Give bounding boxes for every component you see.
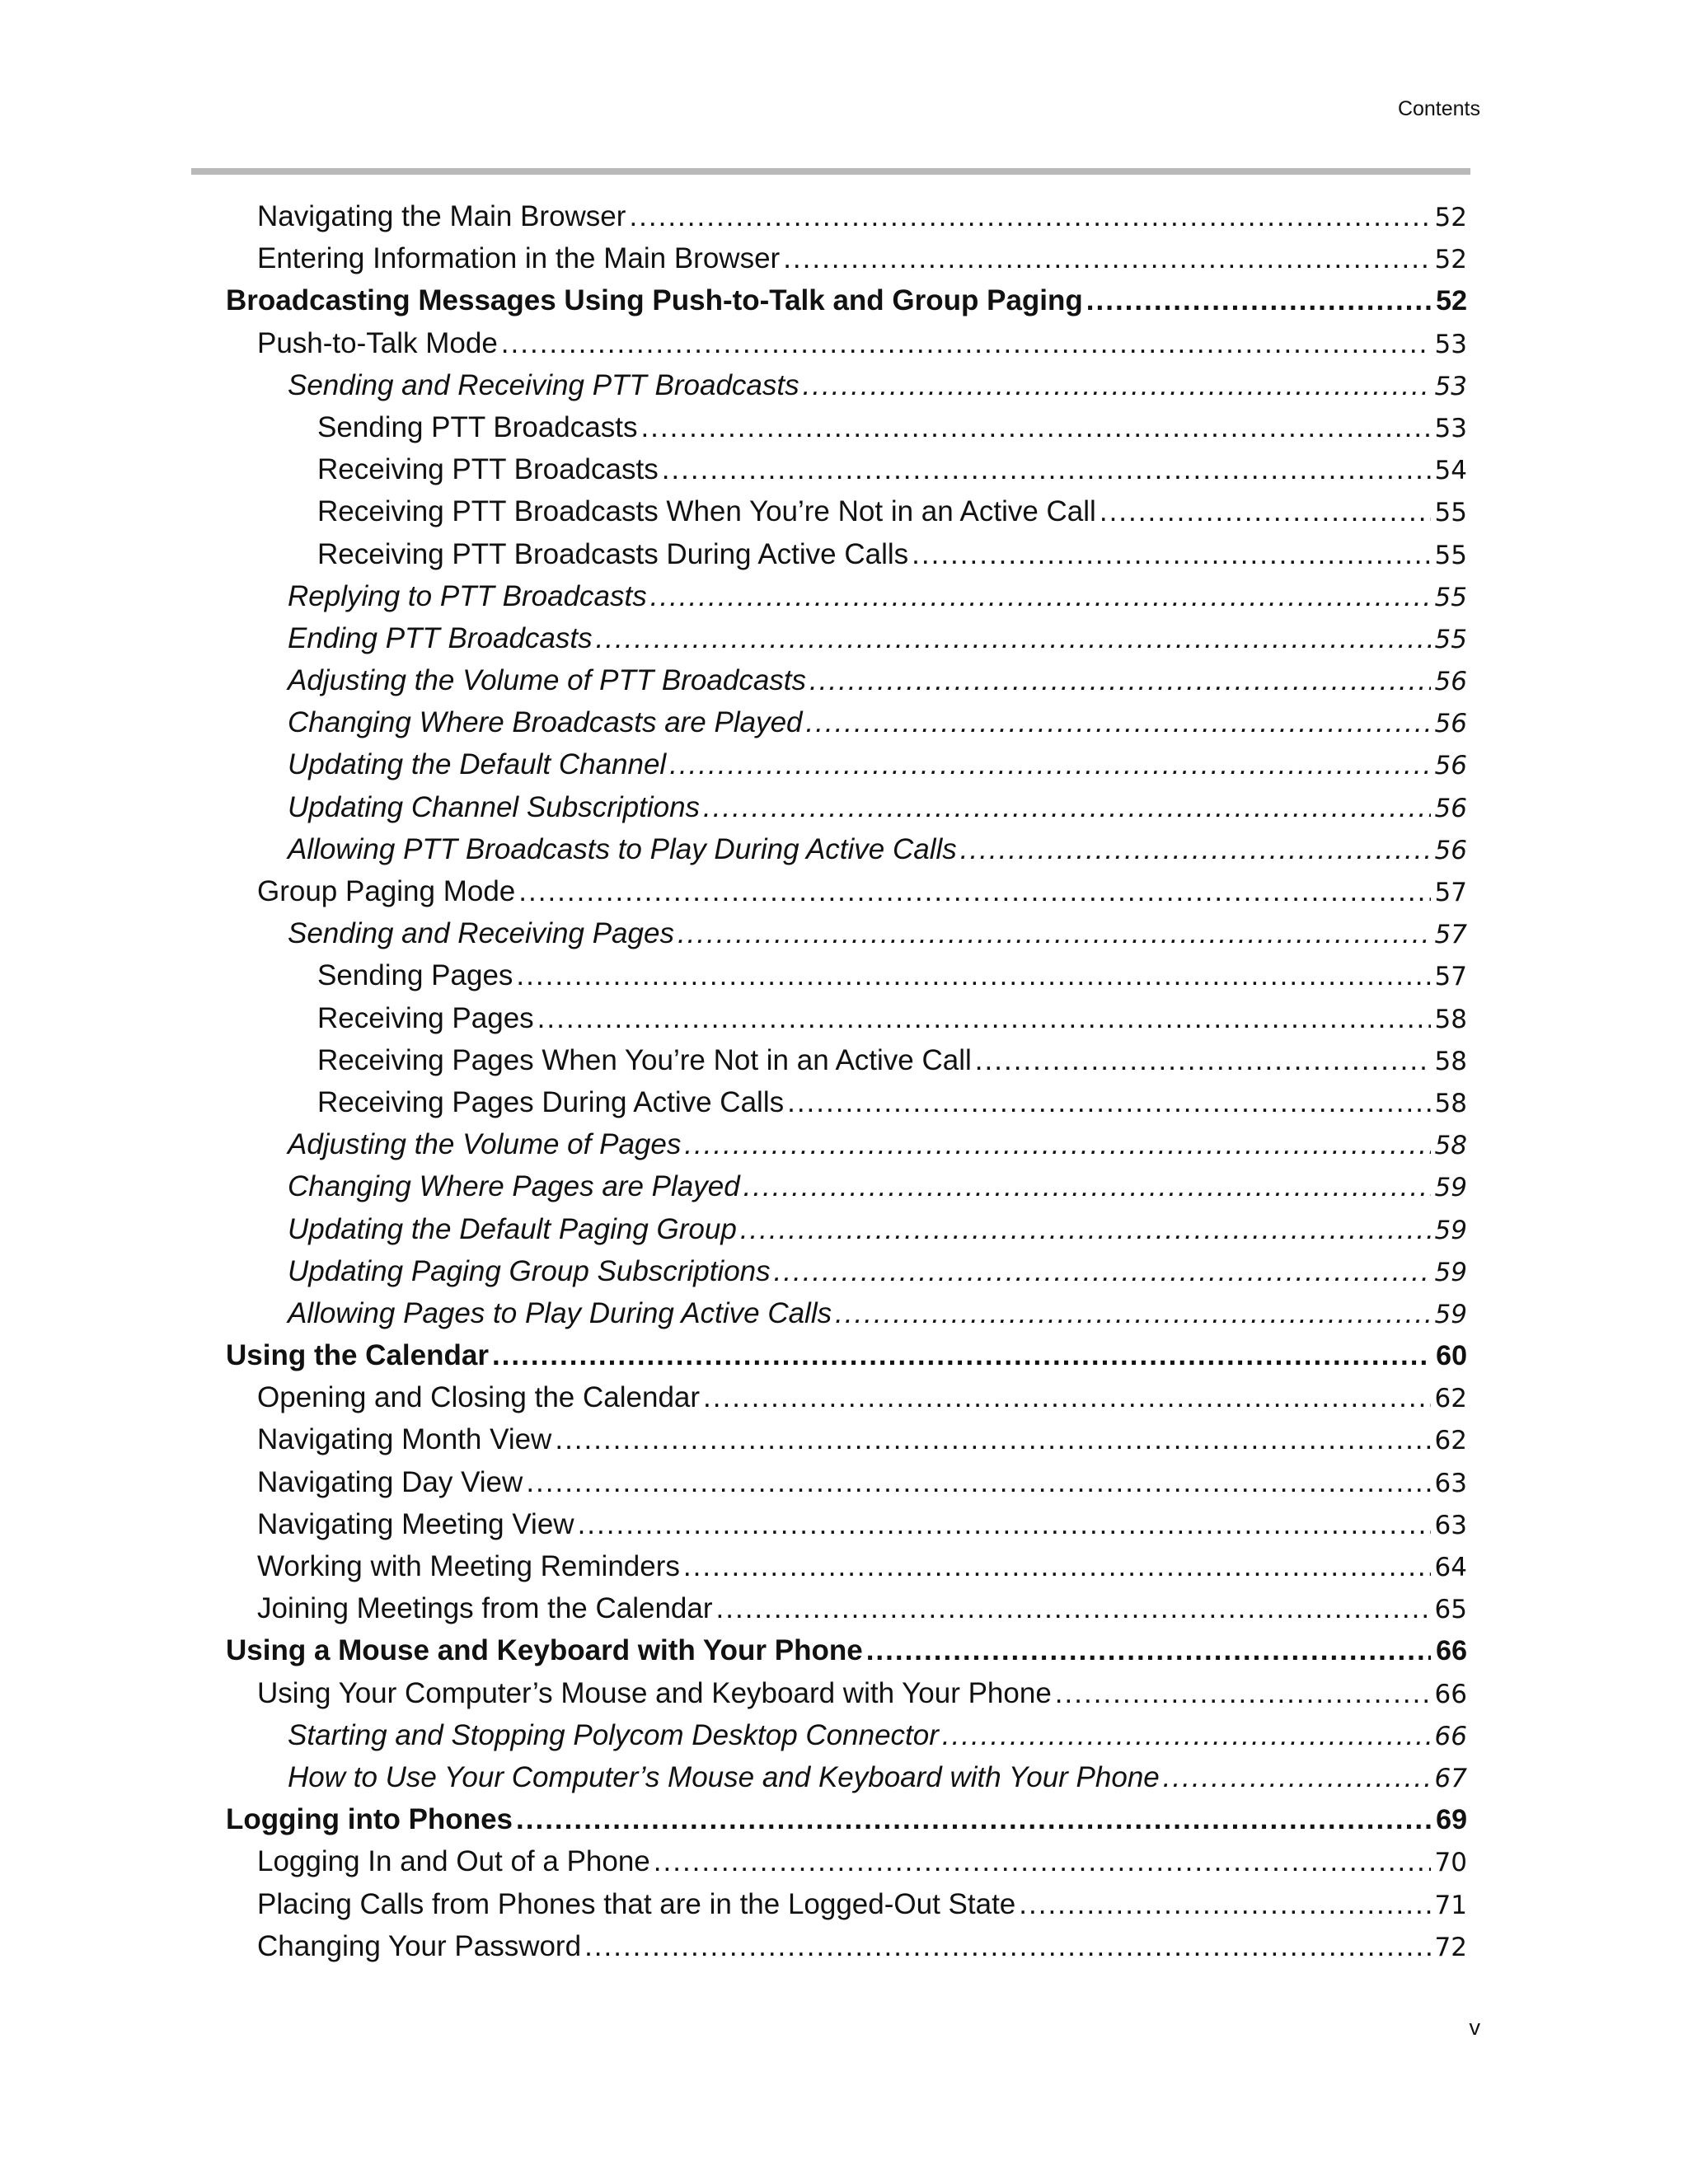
toc-entry-title: Broadcasting Messages Using Push-to-Talk and Group Paging [226,284,1083,317]
dot-leader [803,364,1431,406]
toc-entry-page: 56 [1434,793,1467,823]
toc-entry-page: 58 [1434,1131,1467,1161]
toc-entry-page: 64 [1434,1553,1467,1582]
toc-entry[interactable] [226,1798,1467,1840]
toc-entry-title: Receiving PTT Broadcasts [317,453,659,486]
dot-leader [684,1123,1431,1165]
toc-entry-page: 59 [1434,1299,1467,1329]
toc-entry-title: Adjusting the Volume of PTT Broadcasts [288,664,807,697]
toc-entry[interactable] [226,828,1467,870]
toc-entry[interactable] [226,533,1467,575]
toc-entry-title: Working with Meeting Reminders [257,1550,680,1582]
toc-entry-page: 57 [1434,920,1467,950]
dot-leader [703,1376,1431,1418]
toc-entry-title: Logging In and Out of a Phone [257,1845,650,1878]
toc-entry-title: Receiving Pages During Active Calls [317,1085,785,1118]
toc-entry-title: Updating the Default Channel [288,748,667,781]
toc-entry-title: Updating Channel Subscriptions [288,790,701,823]
toc-entry[interactable] [226,743,1467,785]
toc-entry[interactable] [226,406,1467,448]
toc-entry-page: 58 [1434,1004,1467,1034]
dot-leader [683,1545,1431,1587]
toc-entry-title: Opening and Closing the Calendar [257,1381,701,1414]
dot-leader [501,322,1431,364]
toc-entry-title: Ending PTT Broadcasts [288,621,593,654]
toc-entry[interactable] [226,659,1467,701]
toc-entry[interactable] [226,1165,1467,1207]
running-header: Contents [1397,97,1480,120]
toc-entry[interactable] [226,1250,1467,1292]
toc-entry-page: 53 [1434,413,1467,443]
toc-entry[interactable] [226,1840,1467,1882]
toc-entry[interactable] [226,1503,1467,1545]
toc-entry-title: Updating the Default Paging Group [288,1212,737,1245]
toc-entry-page: 56 [1434,709,1467,739]
toc-entry-title: Starting and Stopping Polycom Desktop Connector [288,1718,939,1751]
toc-entry-page: 53 [1434,329,1467,359]
toc-entry-title: Push-to-Talk Mode [257,326,498,359]
dot-leader [866,1629,1431,1671]
dot-leader [703,786,1431,828]
toc-entry-title: Changing Where Broadcasts are Played [288,706,803,739]
toc-entry[interactable] [226,364,1467,406]
table-of-contents [226,195,1467,1967]
dot-leader [835,1292,1431,1334]
toc-entry[interactable] [226,1587,1467,1629]
toc-entry[interactable] [226,1461,1467,1503]
toc-entry-title: Changing Where Pages are Played [288,1170,740,1203]
toc-entry[interactable] [226,575,1467,617]
dot-leader [526,1461,1431,1503]
dot-leader [1163,1756,1431,1798]
toc-entry[interactable] [226,912,1467,954]
toc-entry-page: 57 [1434,878,1467,907]
toc-entry[interactable] [226,1545,1467,1587]
toc-entry[interactable] [226,1292,1467,1334]
toc-entry[interactable] [226,1756,1467,1798]
toc-entry[interactable] [226,448,1467,490]
toc-entry-title: Sending Pages [317,959,513,992]
dot-leader [584,1925,1431,1967]
toc-entry-page: 58 [1434,1046,1467,1076]
toc-entry-page: 56 [1434,835,1467,865]
dot-leader [518,870,1431,912]
toc-entry-page: 71 [1434,1890,1467,1920]
toc-entry-title: Allowing PTT Broadcasts to Play During Active Calls [288,832,957,865]
toc-entry-page: 59 [1434,1215,1467,1245]
dot-leader [662,448,1431,490]
toc-entry-title: Navigating Meeting View [257,1507,574,1540]
toc-entry-page: 52 [1436,285,1467,317]
toc-entry-title: Sending and Receiving Pages [288,917,674,950]
toc-entry-page: 52 [1434,203,1467,232]
toc-entry[interactable] [226,279,1467,321]
toc-entry-page: 56 [1434,751,1467,781]
toc-entry-title: Replying to PTT Broadcasts [288,579,647,612]
toc-entry-page: 66 [1434,1679,1467,1709]
toc-entry-page: 58 [1434,1088,1467,1118]
toc-entry-title: Navigating Month View [257,1423,552,1456]
toc-entry-title: Using Your Computer’s Mouse and Keyboard with Your Phone [257,1676,1052,1709]
toc-entry-page: 55 [1434,582,1467,612]
dot-leader [1100,490,1431,532]
toc-entry[interactable] [226,1081,1467,1123]
dot-leader [740,1208,1431,1250]
dot-leader [669,743,1431,785]
toc-entry[interactable] [226,1376,1467,1418]
dot-leader [743,1165,1431,1207]
dot-leader [516,954,1431,996]
toc-entry-page: 59 [1434,1257,1467,1287]
toc-entry[interactable] [226,1334,1467,1376]
toc-entry-page: 66 [1434,1721,1467,1751]
dot-leader [809,659,1431,701]
dot-leader [578,1503,1431,1545]
toc-entry[interactable] [226,954,1467,996]
toc-entry-page: 67 [1434,1763,1467,1793]
header-rule [191,168,1470,175]
toc-entry-title: Adjusting the Volume of Pages [288,1128,682,1161]
toc-entry[interactable] [226,1672,1467,1714]
toc-entry-title: Sending and Receiving PTT Broadcasts [288,368,799,401]
dot-leader [516,1798,1431,1840]
toc-entry-page: 52 [1434,245,1467,275]
dot-leader [678,912,1431,954]
toc-entry[interactable] [226,1123,1467,1165]
toc-entry[interactable] [226,1925,1467,1967]
toc-entry-page: 62 [1434,1384,1467,1414]
toc-entry-page: 63 [1434,1510,1467,1540]
toc-entry-page: 55 [1434,540,1467,570]
dot-leader [640,406,1431,448]
dot-leader [960,828,1431,870]
dot-leader [1055,1672,1431,1714]
dot-leader [629,195,1431,237]
toc-entry[interactable] [226,1629,1467,1671]
dot-leader [654,1840,1431,1882]
toc-entry[interactable] [226,490,1467,532]
toc-entry-page: 66 [1436,1635,1467,1667]
toc-entry-title: Joining Meetings from the Calendar [257,1592,713,1625]
dot-leader [912,533,1431,575]
toc-entry-page: 63 [1434,1468,1467,1498]
toc-entry[interactable] [226,1883,1467,1925]
dot-leader [1086,279,1431,321]
dot-leader [537,997,1431,1039]
toc-entry[interactable] [226,1208,1467,1250]
dot-leader [806,701,1431,743]
dot-leader [492,1334,1431,1376]
toc-entry-title: Navigating the Main Browser [257,200,626,232]
toc-entry-title: How to Use Your Computer’s Mouse and Keyboard with Your Phone [288,1760,1160,1793]
toc-entry-title: Receiving Pages When You’re Not in an Active Call [317,1043,972,1076]
toc-entry[interactable] [226,870,1467,912]
dot-leader [650,575,1431,617]
dot-leader [774,1250,1431,1292]
toc-entry-title: Group Paging Mode [257,875,516,907]
toc-entry-title: Sending PTT Broadcasts [317,410,638,443]
toc-entry[interactable] [226,1714,1467,1756]
toc-entry-title: Changing Your Password [257,1929,582,1962]
toc-entry-title: Using the Calendar [226,1339,489,1372]
toc-entry-page: 72 [1434,1932,1467,1962]
toc-entry-title: Updating Paging Group Subscriptions [288,1254,771,1287]
dot-leader [942,1714,1431,1756]
toc-entry-page: 54 [1434,456,1467,486]
toc-entry[interactable] [226,195,1467,237]
toc-entry[interactable] [226,997,1467,1039]
dot-leader [1019,1883,1431,1925]
toc-entry-title: Logging into Phones [226,1803,513,1836]
dot-leader [555,1418,1431,1460]
dot-leader [783,237,1431,279]
page-number: v [1469,2015,1480,2040]
toc-entry-page: 65 [1434,1595,1467,1625]
toc-entry-title: Placing Calls from Phones that are in the Logged-Out State [257,1887,1016,1920]
toc-entry-title: Allowing Pages to Play During Active Calls [288,1296,832,1329]
toc-entry-page: 60 [1436,1340,1467,1372]
toc-entry-page: 53 [1434,371,1467,401]
toc-entry-page: 55 [1434,498,1467,528]
toc-entry[interactable] [226,322,1467,364]
dot-leader [596,617,1431,659]
toc-entry[interactable] [226,786,1467,828]
toc-entry-page: 56 [1434,667,1467,697]
toc-entry-page: 69 [1436,1804,1467,1836]
toc-entry[interactable] [226,1418,1467,1460]
dot-leader [975,1039,1431,1081]
toc-entry-title: Navigating Day View [257,1465,523,1498]
toc-entry-title: Receiving Pages [317,1001,534,1034]
toc-entry-title: Receiving PTT Broadcasts When You’re Not in an Active Call [317,495,1096,528]
toc-entry[interactable] [226,617,1467,659]
toc-entry-page: 55 [1434,624,1467,654]
toc-entry-page: 59 [1434,1173,1467,1203]
toc-entry-page: 62 [1434,1426,1467,1456]
toc-entry[interactable] [226,701,1467,743]
dot-leader [716,1587,1431,1629]
dot-leader [787,1081,1431,1123]
toc-entry-page: 70 [1434,1848,1467,1878]
toc-entry-title: Entering Information in the Main Browser [257,242,781,275]
toc-entry-title: Using a Mouse and Keyboard with Your Phone [226,1634,863,1667]
toc-entry[interactable] [226,1039,1467,1081]
toc-entry[interactable] [226,237,1467,279]
toc-entry-title: Receiving PTT Broadcasts During Active Calls [317,537,909,570]
toc-entry-page: 57 [1434,962,1467,992]
